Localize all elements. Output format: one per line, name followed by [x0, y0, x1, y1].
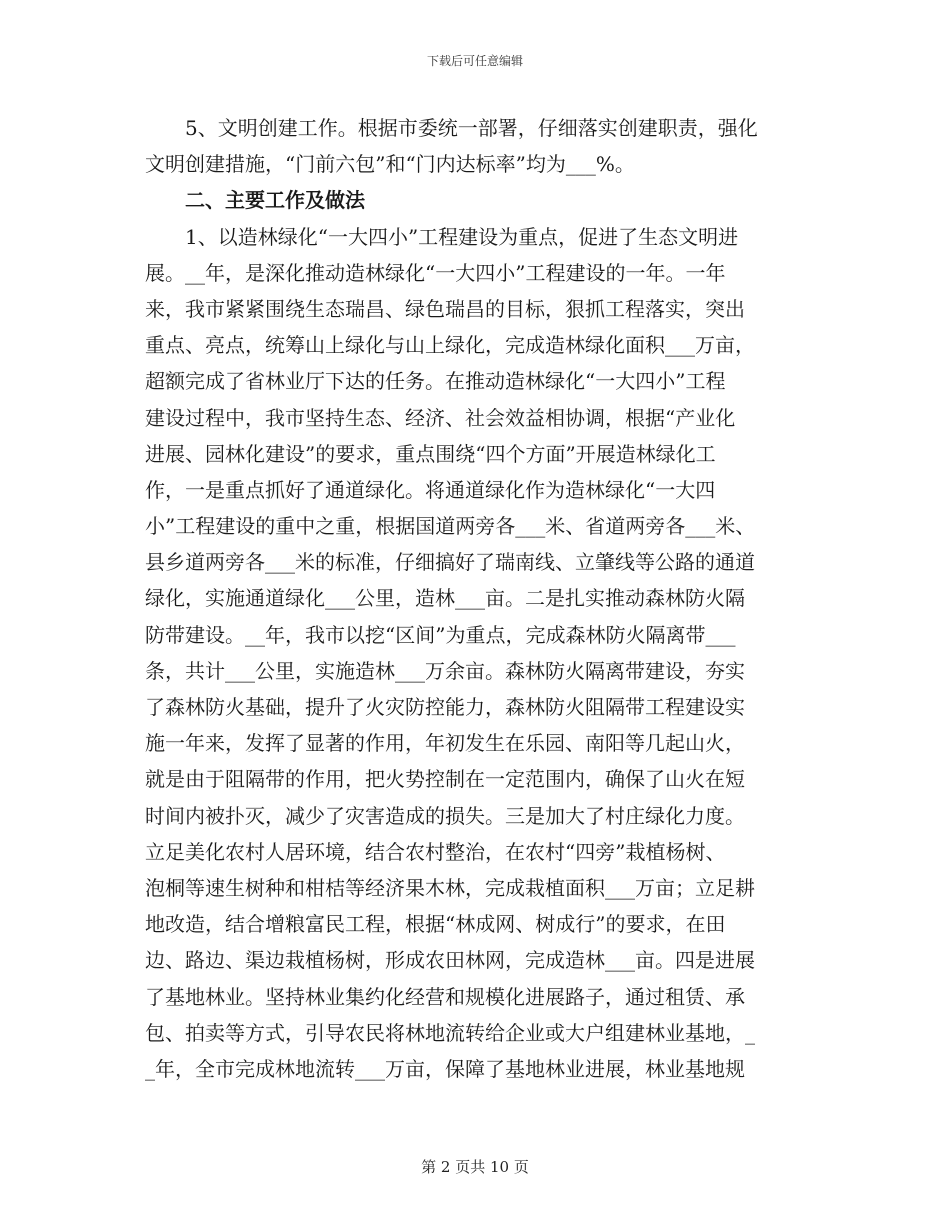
body-line: 作，一是重点抓好了通道绿化。将通道绿化作为造林绿化“一大四 [145, 477, 716, 502]
page-footer: 第 2 页共 10 页 [421, 1158, 529, 1176]
body-line: 县乡道两旁各___米的标准，仔细搞好了瑞南线、立肇线等公路的通道 [145, 550, 755, 575]
body-line: 就是由于阻隔带的作用，把火势控制在一定范围内，确保了山火在短 [145, 767, 745, 792]
body-line: 施一年来，发挥了显著的作用，年初发生在乐园、南阳等几起山火， [145, 731, 745, 756]
page-header: 下载后可任意编辑 [426, 54, 523, 68]
body-line: 立足美化农村人居环境，结合农村整治，在农村“四旁”栽植杨树、 [145, 839, 726, 864]
body-line: 重点、亮点，统筹山上绿化与山上绿化，完成造林绿化面积___万亩， [145, 333, 755, 358]
body-line: 防带建设。__年，我市以挖“区间”为重点，完成森林防火隔离带___ [145, 622, 736, 647]
section-heading: 二、主要工作及做法 [145, 188, 365, 213]
body-line: 来，我市紧紧围绕生态瑞昌、绿色瑞昌的目标，狠抓工程落实，突出 [145, 296, 745, 321]
body-line: 进展、园林化建设”的要求，重点围绕“四个方面”开展造林绿化工 [145, 441, 716, 466]
body-line: _年，全市完成林地流转___万亩，保障了基地林业进展，林业基地规 [145, 1056, 745, 1081]
body-line: 绿化，实施通道绿化___公里，造林___亩。二是扎实推动森林防火隔 [145, 586, 745, 611]
body-line: 小”工程建设的重中之重，根据国道两旁各___米、省道两旁各___米、 [145, 514, 756, 539]
document-body [145, 110, 805, 1087]
body-line: 地改造，结合增粮富民工程，根据“林成网、树成行”的要求，在田 [145, 912, 726, 937]
body-line: 1、以造林绿化“一大四小”工程建设为重点，促进了生态文明进 [145, 224, 739, 249]
body-line: 时间内被扑灭，减少了灾害造成的损失。三是加大了村庄绿化力度。 [145, 803, 745, 828]
body-line: 条，共计___公里，实施造林___万余亩。森林防火隔离带建设，夯实 [145, 658, 745, 683]
body-line: 了基地林业。坚持林业集约化经营和规模化进展路子，通过租赁、承 [145, 984, 745, 1009]
body-line: 泡桐等速生树种和柑桔等经济果木林，完成栽植面积___万亩；立足耕 [145, 875, 755, 900]
body-line: 文明创建措施，“门前六包”和“门内达标率”均为___%。 [145, 152, 635, 177]
body-line: 展。__年，是深化推动造林绿化“一大四小”工程建设的一年。一年 [145, 260, 726, 285]
body-line: 建设过程中，我市坚持生态、经济、社会效益相协调，根据“产业化 [145, 405, 736, 430]
body-line: 了森林防火基础，提升了火灾防控能力，森林防火阻隔带工程建设实 [145, 695, 745, 719]
body-line: 5、文明创建工作。根据市委统一部署，仔细落实创建职责，强化 [145, 116, 758, 140]
body-line: 包、拍卖等方式，引导农民将林地流转给企业或大户组建林业基地，_ [145, 1020, 755, 1045]
body-line: 边、路边、渠边栽植杨树，形成农田林网，完成造林___亩。四是进展 [145, 948, 755, 973]
body-line: 超额完成了省林业厅下达的任务。在推动造林绿化“一大四小”工程 [145, 369, 726, 394]
